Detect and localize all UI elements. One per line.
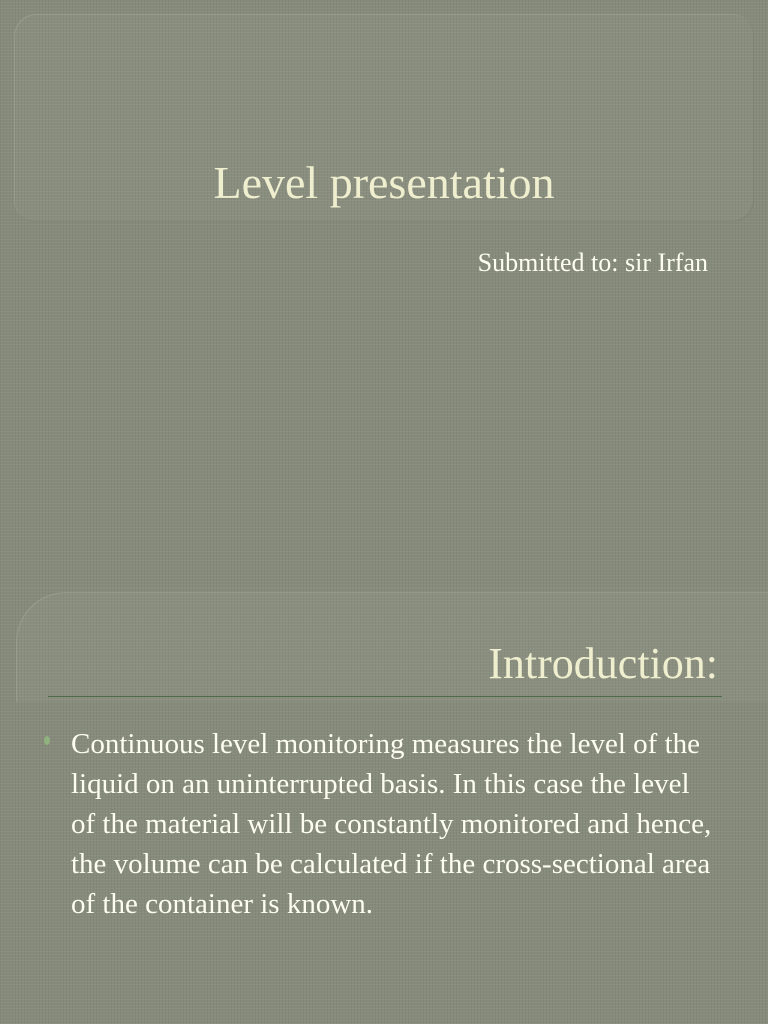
bullet-list bbox=[40, 724, 720, 924]
introduction-heading: Introduction: bbox=[488, 639, 718, 688]
slide-title: Level presentation bbox=[213, 157, 555, 208]
heading-divider bbox=[48, 696, 722, 697]
bullet-text: Continuous level monitoring measures the level of the liquid on an uninterrupted basis. In this case the level of the material will be constantly monitored and hence, the volume can be calculated if the cross-sectional area of the container is known. bbox=[71, 728, 712, 920]
slide-subtitle: Submitted to: sir Irfan bbox=[477, 248, 708, 277]
introduction-slide bbox=[0, 588, 768, 1024]
bullet-icon bbox=[44, 736, 50, 745]
list-item bbox=[40, 724, 720, 924]
